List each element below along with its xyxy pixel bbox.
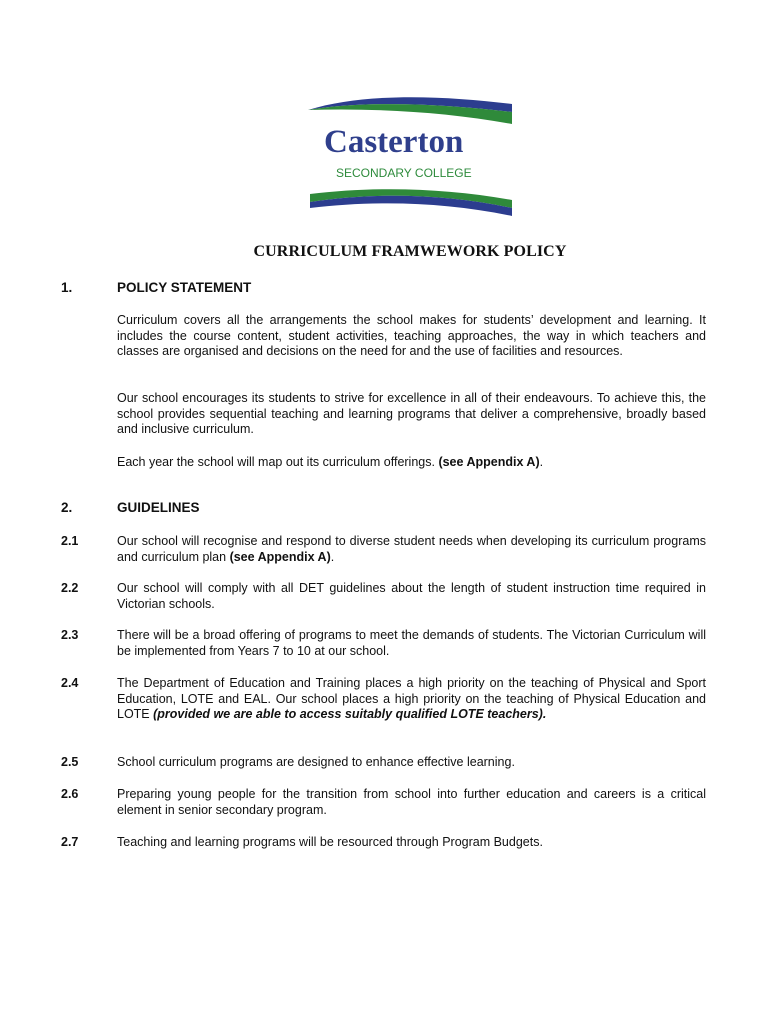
policy-paragraph-3 xyxy=(117,455,706,471)
guideline-text: Teaching and learning programs will be resourced through Program Budgets. xyxy=(117,835,543,849)
guideline-text xyxy=(117,676,706,723)
policy-paragraph-2: Our school encourages its students to strive for excellence in all of their endeavours. To achieve this, the school provides sequential teaching and learning programs that deliver a comprehensive, broadly based and inclusive curriculum. xyxy=(117,391,706,437)
section-number: 1. xyxy=(61,280,73,295)
section-title: POLICY STATEMENT xyxy=(117,280,252,295)
school-logo-graphic xyxy=(306,94,516,218)
lote-condition-note: (provided we are able to access suitably qualified LOTE teachers). xyxy=(153,707,547,722)
section-number: 2. xyxy=(61,500,73,515)
guideline-text xyxy=(117,534,706,565)
guideline-number: 2.5 xyxy=(61,755,79,769)
section-title: GUIDELINES xyxy=(117,500,200,515)
school-logo xyxy=(306,94,516,218)
appendix-reference: (see Appendix A) xyxy=(229,549,331,564)
guideline-number: 2.7 xyxy=(61,835,79,849)
guideline-text: Preparing young people for the transition from school into further education and careers is a critical element in senior secondary program. xyxy=(117,787,706,817)
guideline-text: Our school will comply with all DET guidelines about the length of student instruction time required in Victorian schools. xyxy=(117,581,706,611)
guideline-number: 2.4 xyxy=(61,676,79,690)
document-title: CURRICULUM FRAMWEWORK POLICY xyxy=(253,243,567,260)
guideline-body: The Department of Education and Training places a high priority on the teaching of Physical and Sport Education, LOTE and EAL. Our school places a high priority on the teaching of Physical Education and LOTE xyxy=(117,676,706,722)
guideline-number: 2.1 xyxy=(61,534,79,548)
guideline-number: 2.6 xyxy=(61,787,79,801)
guideline-body: Our school will recognise and respond to diverse student needs when developing its curriculum programs and curriculum plan xyxy=(117,534,706,564)
policy-paragraph-1: Curriculum covers all the arrangements the school makes for students’ development and learning. It includes the course content, student activities, teaching approaches, the way in which teachers and classes are organised and decisions on the need for and the use of facilities and resources. xyxy=(117,313,706,359)
guideline-number: 2.3 xyxy=(61,628,79,642)
guideline-number: 2.2 xyxy=(61,581,79,595)
appendix-reference: (see Appendix A) xyxy=(438,455,540,469)
logo-name: Casterton xyxy=(324,124,464,160)
guideline-text: School curriculum programs are designed to enhance effective learning. xyxy=(117,755,515,769)
logo-subtitle: SECONDARY COLLEGE xyxy=(336,166,472,180)
paragraph-end: . xyxy=(330,549,335,564)
guideline-text: There will be a broad offering of programs to meet the demands of students. The Victorian Curriculum will be implemented from Years 7 to 10 at our school. xyxy=(117,628,706,658)
paragraph-end: . xyxy=(539,455,544,469)
paragraph-text: Each year the school will map out its curriculum offerings. xyxy=(117,455,439,469)
